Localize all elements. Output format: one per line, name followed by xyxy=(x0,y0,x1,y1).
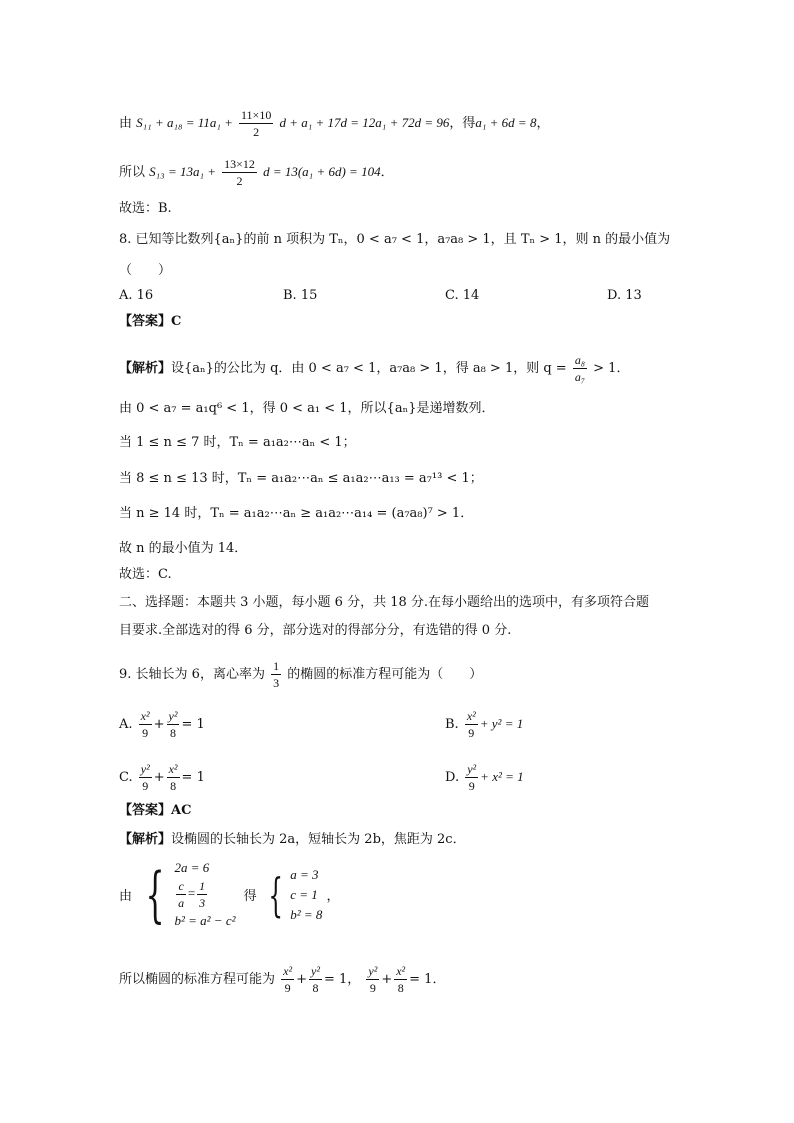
choose-c: 故选：C. xyxy=(119,567,172,582)
analysis-label: 【解析】 xyxy=(119,361,172,376)
text: ， xyxy=(536,116,550,131)
equation-line-2 xyxy=(119,156,394,189)
fraction: $\frac{1}{3}$ xyxy=(273,659,280,690)
text: 所以椭圆的标准方程可能为 xyxy=(119,972,276,987)
text: 9. 长轴长为 6，离心率为 xyxy=(119,667,265,682)
text: > 1． xyxy=(593,361,630,376)
answer-9: 【答案】AC xyxy=(119,803,192,818)
text: 设{aₙ}的公比为 q．由 0 < a₇ < 1，a₇a₈ > 1，得 a₈ > 1，则 q = xyxy=(171,361,567,376)
text: 得 xyxy=(243,889,257,904)
math: S₁₁ + a₁₈ = 11a₁ + xyxy=(136,115,233,130)
analysis-8-line2: 由 0 < a₇ = a₁q⁶ < 1，得 0 < a₁ < 1，所以{aₙ}是递增数列． xyxy=(119,401,495,416)
math: d + a₁ + 17d = 12a₁ + 72d = 96 xyxy=(279,115,450,130)
text: 的椭圆的标准方程可能为（ ） xyxy=(287,667,483,682)
text: ， xyxy=(326,889,340,904)
section2-line1: 二、选择题：本题共 3 小题，每小题 6 分，共 18 分.在每小题给出的选项中，有多项符合题 xyxy=(119,595,650,610)
option-a: A. 16 xyxy=(119,288,154,303)
math: d = 13(a₁ + 6d) = 104 xyxy=(263,164,381,179)
analysis-9-line1 xyxy=(119,830,466,850)
question-9 xyxy=(119,658,482,691)
math: a₁ + 6d = 8 xyxy=(475,115,537,130)
fraction: $\frac{11\times 10}{2}$ xyxy=(241,108,272,139)
option-d: D. 13 xyxy=(607,288,642,303)
option-9a: A. $\frac{\text{x²}}{9}$ + $\frac{\text{y²}}{8}$ = 1 xyxy=(119,709,205,740)
analysis-8-line6: 故 n 的最小值为 14． xyxy=(119,541,248,556)
fraction: $\frac{\text{a₈}}{\text{a₇}}$ xyxy=(574,353,586,384)
option-9b: B. $\frac{\text{x²}}{9}$ + y² = 1 xyxy=(445,709,524,740)
text: 所以 xyxy=(119,165,146,180)
text: ． xyxy=(380,165,394,180)
text: 由 xyxy=(119,889,133,904)
analysis-8-line1 xyxy=(119,352,629,385)
analysis-label: 【解析】 xyxy=(119,832,172,847)
conclusion-9: 所以椭圆的标准方程可能为 $\frac{\text{x²}}{9}$ + $\frac{\text{y²}}{8}$ = 1， $\frac{\text{y²}}{9}$ + $\frac{\text{x²}}{8}$ = 1． xyxy=(119,964,446,995)
analysis-8-line4: 当 8 ≤ n ≤ 13 时，Tₙ = a₁a₂⋯aₙ ≤ a₁a₂⋯a₁₃ = a₇¹³ < 1； xyxy=(119,471,483,486)
brace-icon: { xyxy=(145,859,165,930)
text: 设椭圆的长轴长为 2a，短轴长为 2b，焦距为 2c． xyxy=(171,832,466,847)
question-8: 8. 已知等比数列{aₙ}的前 n 项积为 Tₙ，0 < a₇ < 1，a₇a₈ > 1，且 Tₙ > 1，则 n 的最小值为 xyxy=(119,232,671,247)
system-1: 2a = 6 $\frac{c}{a}$ = $\frac{1}{3}$ b² = a² − c² xyxy=(174,860,236,928)
text: ，得 xyxy=(449,116,476,131)
brace-icon: { xyxy=(268,867,283,922)
option-9c: C. $\frac{\text{y²}}{9}$ + $\frac{\text{x²}}{8}$ = 1 xyxy=(119,762,205,793)
equation-system xyxy=(119,858,340,931)
analysis-8-line5: 当 n ≥ 14 时，Tₙ = a₁a₂⋯aₙ ≥ a₁a₂⋯a₁₄ = (a₇a₈)⁷ > 1． xyxy=(119,506,474,521)
fraction: $\frac{13\times 12}{2}$ xyxy=(224,157,255,188)
system-2: a = 3 c = 1 b² = 8 xyxy=(290,866,323,922)
analysis-8-line3: 当 1 ≤ n ≤ 7 时，Tₙ = a₁a₂⋯aₙ < 1； xyxy=(119,435,356,450)
option-c: C. 14 xyxy=(445,288,480,303)
answer-8: 【答案】C xyxy=(119,314,182,329)
text: 由 xyxy=(119,116,133,131)
option-b: B. 15 xyxy=(283,288,318,303)
option-9d: D. $\frac{\text{y²}}{9}$ + x² = 1 xyxy=(445,762,524,793)
section2-line2: 目要求.全部选对的得 6 分，部分选对的得部分分，有选错的得 0 分. xyxy=(119,623,512,638)
question-8-paren: （ ） xyxy=(119,263,172,278)
choose-b: 故选：B. xyxy=(119,201,172,216)
math: S₁₃ = 13a₁ + xyxy=(149,164,217,179)
equation-line-1 xyxy=(119,107,549,140)
